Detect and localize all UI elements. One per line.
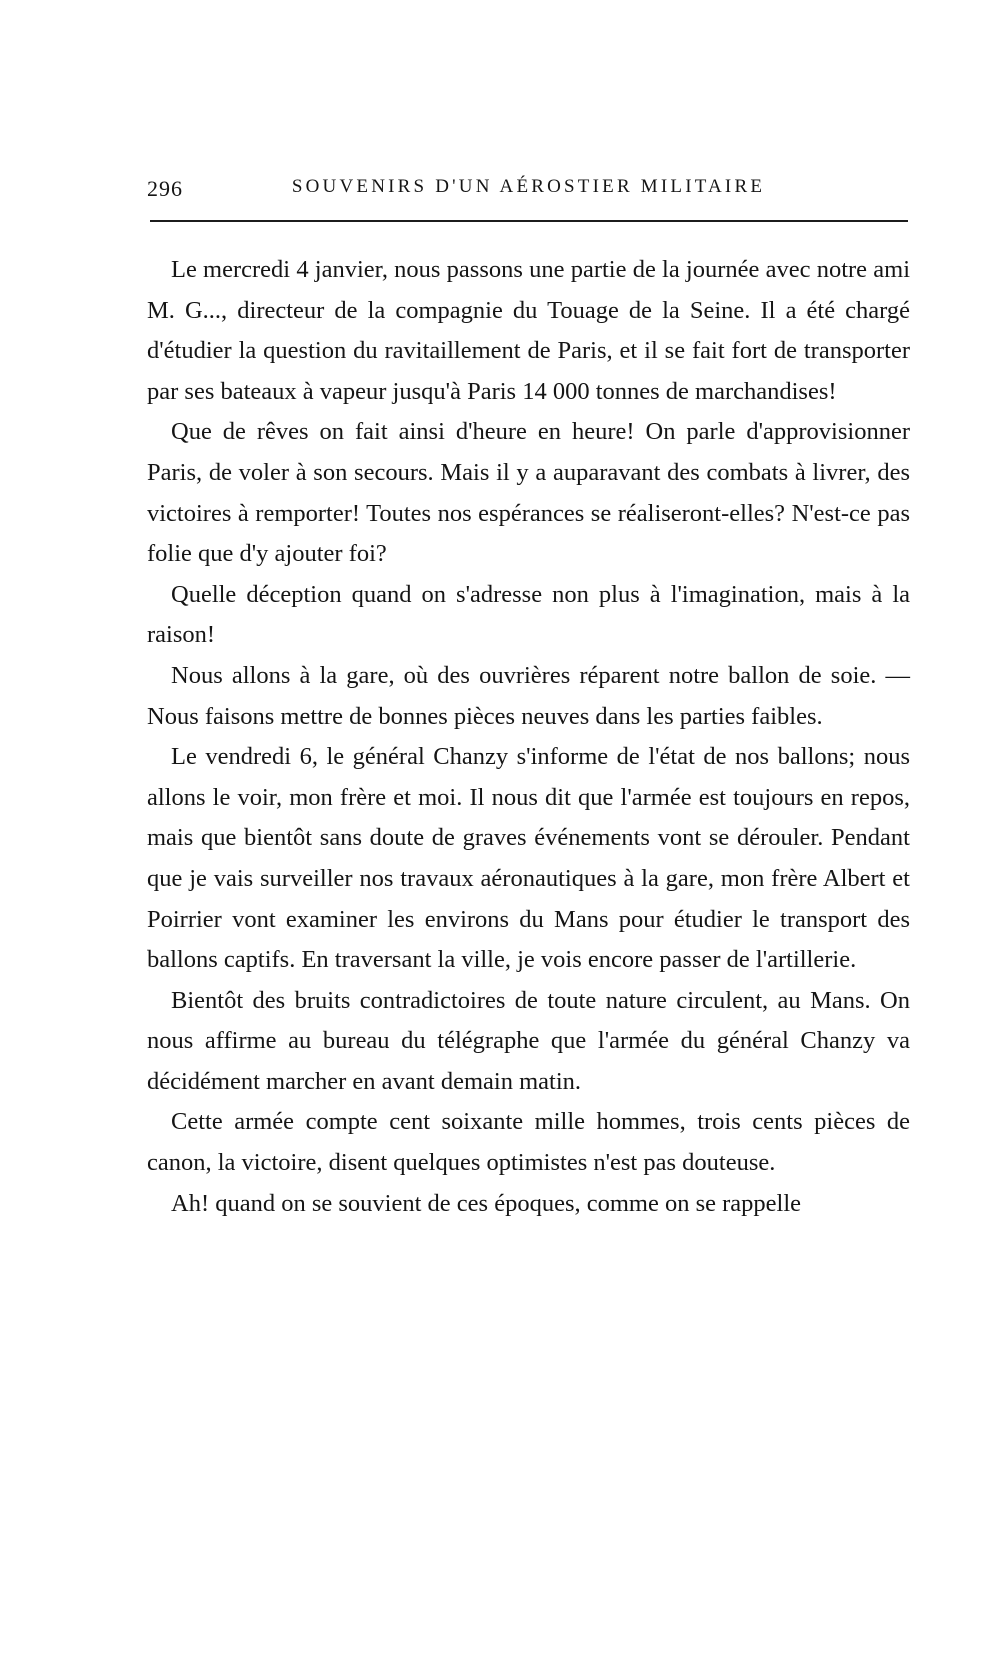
paragraph: Cette armée compte cent soixante mille hommes, trois cents pièces de canon, la victoire, disent quelques optimistes n'est pas douteuse. — [147, 1108, 910, 1177]
body-text — [147, 250, 910, 1224]
page-number: 296 — [147, 176, 183, 201]
paragraph: Le vendredi 6, le général Chanzy s'informe de l'état de nos ballons; nous allons le voir, mon frère et moi. Il nous dit que l'armée est toujours en repos, mais que bientôt sans doute de graves événements vont se dérouler. Pendant que je vais surveiller nos travaux aéronautiques à la gare, mon frère Albert et Poirrier vont examiner les environs du Mans pour étudier le transport des ballons captifs. En traversant la ville, je vois encore passer de l'artillerie. — [147, 743, 910, 974]
paragraph: Quelle déception quand on s'adresse non plus à l'imagination, mais à la raison! — [147, 580, 910, 649]
paragraph: Nous allons à la gare, où des ouvrières réparent notre ballon de soie. — Nous faisons mettre de bonnes pièces neuves dans les parties faibles. — [147, 661, 910, 730]
paragraph: Que de rêves on fait ainsi d'heure en heure! On parle d'approvisionner Paris, de voler à son secours. Mais il y a auparavant des combats à livrer, des victoires à remporter! Toutes nos espérances se réaliseront-elles? N'est-ce pas folie que d'y ajouter foi? — [147, 418, 910, 568]
header-rule — [150, 220, 908, 222]
running-title: SOUVENIRS D'UN AÉROSTIER MILITAIRE — [291, 176, 766, 197]
page-header — [147, 168, 910, 208]
paragraph: Le mercredi 4 janvier, nous passons une partie de la journée avec notre ami M. G..., directeur de la compagnie du Touage de la Seine. Il a été chargé d'étudier la question du ravitaillement de Paris, et il se fait fort de transporter par ses bateaux à vapeur jusqu'à Paris 14 000 tonnes de marchandises! — [147, 256, 910, 405]
paragraph: Bientôt des bruits contradictoires de toute nature circulent, au Mans. On nous affirme au bureau du télégraphe que l'armée du général Chanzy va décidément marcher en avant demain matin. — [147, 986, 910, 1095]
paragraph: Ah! quand on se souvient de ces époques, comme on se rappelle — [171, 1189, 802, 1217]
